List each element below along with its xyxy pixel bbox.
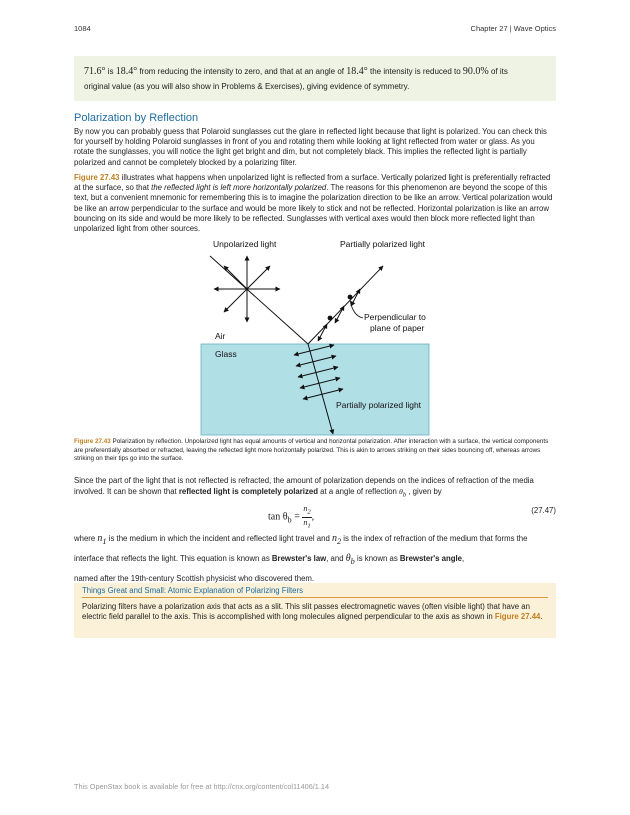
n2-symbol: $n_2$ bbox=[331, 533, 342, 546]
figure-27-44-link[interactable]: Figure 27.44 bbox=[494, 612, 541, 622]
theta-b-symbol: $\theta_b$ bbox=[399, 487, 407, 499]
angle-b: 18.4° bbox=[115, 66, 138, 77]
paragraph-4-part1: is the medium in which the incident and reflected light travel and bbox=[106, 534, 332, 543]
label-perpendicular-line2: plane of paper bbox=[370, 323, 425, 333]
eq-lhs: tan θ bbox=[268, 511, 288, 523]
paragraph-4-part5: , bbox=[462, 554, 465, 563]
intro-text-of: of its bbox=[488, 67, 508, 76]
caption-label: Figure 27.43 bbox=[74, 438, 111, 445]
intro-text-from: from reducing the intensity to zero, and that at an angle of bbox=[137, 67, 347, 76]
angle-c: 18.4° bbox=[346, 66, 368, 77]
eq-lhs-sub: b bbox=[287, 515, 292, 525]
paragraph-3-part3: , given by bbox=[406, 487, 442, 497]
eq-fraction: $\frac{n_2}{n_1}$ bbox=[303, 504, 311, 530]
paragraph-3-part1: Since the part of the light that is not reflected is refracted, the amount of polarization depends on the indices of refraction of the media involved. It can be shown that bbox=[74, 476, 534, 497]
perpendicular-leader bbox=[350, 300, 363, 318]
paragraph-3-bold: reflected light is completely polarized bbox=[178, 487, 318, 497]
figure-caption bbox=[74, 438, 556, 464]
feature-box-end: . bbox=[540, 612, 543, 622]
feature-box-body bbox=[82, 602, 548, 622]
paragraph-1: By now you can probably guess that Polaroid sunglasses cut the glare in reflected light because that light is polarized. You can check this for yourself by holding Polaroid sunglasses in front of you and rotating them while looking at light reflected from water or glass. As you rotate the sunglasses, you will notice the light get bright and dim, but not completely black. This implies the reflected light is partially polarized and cannot be completely blocked by a polarizing filter. bbox=[74, 127, 547, 167]
paragraph-4-part2: is the index of refraction of the medium that forms the interface that reflects the light. This equation is known as bbox=[74, 534, 528, 563]
paragraph-4-line3: named after the 19th-century Scottish physicist who discovered them. bbox=[74, 574, 315, 583]
intro-text-reduced: the intensity is reduced to bbox=[367, 67, 463, 76]
paragraph-4-part3: , and bbox=[326, 554, 346, 563]
label-unpolarized-light: Unpolarized light bbox=[213, 239, 277, 249]
reflection-diagram bbox=[190, 238, 440, 438]
intro-line-1 bbox=[84, 64, 546, 79]
paragraph-3 bbox=[74, 475, 556, 501]
footer-availability: This OpenStax book is available for free at http://cnx.org/content/col11406/1.14 bbox=[74, 782, 330, 791]
paragraph-4 bbox=[74, 530, 556, 587]
label-air: Air bbox=[215, 331, 226, 341]
brewster-equation bbox=[268, 504, 314, 530]
caption-text: Polarization by reflection. Unpolarized light has equal amounts of vertical and horizontal polarization. After interaction with a surface, the vertical components are preferentially absorbed or refracted, leaving the reflected light more horizontally polarized. This is akin to arrows striking on their sides bouncing off, whereas arrows striking on their tips go into the surface. bbox=[74, 438, 549, 463]
percent-value: 90.0% bbox=[462, 66, 489, 77]
paragraph-2-part2: . The reasons for this phenomenon are beyond the scope of this text, but a convenient mnemonic for remembering this is to imagine the polarization direction to be like an arrow. Vertical polarization would be like an arrow perpendicular to the surface and would be more likely to stick and not be reflected. Horizontal polarization is like an arrow bouncing on its side and would be more likely to be reflected. Sunglasses with vertical axes would then block more reflected light than unpolarized light from other sources. bbox=[74, 183, 553, 234]
label-perpendicular-line1: Perpendicular to bbox=[364, 312, 426, 322]
label-glass: Glass bbox=[215, 349, 237, 359]
page-number: 1084 bbox=[74, 24, 91, 33]
brewsters-law-term: Brewster's law bbox=[271, 554, 327, 563]
feature-box bbox=[74, 583, 556, 638]
eq-comma: , bbox=[311, 511, 315, 523]
brewsters-angle-term: Brewster's angle bbox=[399, 554, 462, 563]
figure-27-43-link[interactable]: Figure 27.43 bbox=[74, 173, 120, 182]
intro-line-2: original value (as you will also show in Problems & Exercises), giving evidence of symmetry. bbox=[84, 82, 410, 91]
theta-b-symbol-2: $\theta_b$ bbox=[345, 553, 355, 566]
feature-box-title: Things Great and Small: Atomic Explanation of Polarizing Filters bbox=[82, 586, 548, 598]
chapter-header: Chapter 27 | Wave Optics bbox=[470, 24, 556, 33]
paragraph-2 bbox=[74, 173, 556, 234]
label-partially-polarized-reflected: Partially polarized light bbox=[340, 239, 426, 249]
paragraph-4-part4: is known as bbox=[354, 554, 400, 563]
paragraph-2-part1: illustrates what happens when unpolarized light is reflected from a surface. Vertically polarized light is preferentially refracted at the surface, so that bbox=[74, 173, 551, 193]
label-partially-polarized-refracted: Partially polarized light bbox=[336, 400, 422, 410]
perpendicular-dots bbox=[328, 295, 353, 321]
feature-box-text: Polarizing filters have a polarization axis that acts as a slit. This slit passes electromagnetic waves (often visible light) that have an electric field parallel to the axis. This is accomplished with long molecules aligned perpendicular to the axis as shown in bbox=[82, 602, 530, 622]
section-title: Polarization by Reflection bbox=[74, 112, 199, 124]
paragraph-3-part2: at a angle of reflection bbox=[317, 487, 400, 497]
eq-equals: = bbox=[291, 511, 303, 523]
equation-number: (27.47) bbox=[531, 506, 556, 515]
intro-box bbox=[74, 56, 556, 101]
n1-symbol: $n_1$ bbox=[97, 533, 107, 546]
intro-text-is: is bbox=[105, 67, 116, 76]
angle-a: 71.6° bbox=[84, 66, 106, 77]
paragraph-4-where: where bbox=[74, 534, 98, 543]
paragraph-2-italic: the reflected light is left more horizontally polarized bbox=[151, 183, 327, 193]
